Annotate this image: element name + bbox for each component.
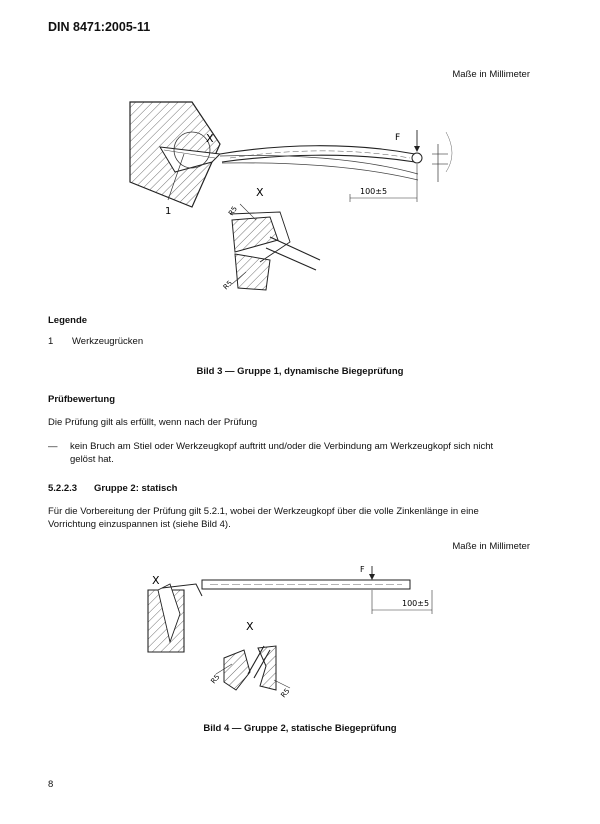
figure-3-drawing [120,92,460,302]
bullet-line-2: gelöst hat. [70,454,114,465]
figure-4-drawing [140,562,440,712]
bullet-dash: — [48,441,58,452]
section-paragraph-line-2: Vorrichtung einzuspannen ist (siehe Bild 4). [48,519,231,530]
document-id: DIN 8471:2005-11 [48,20,151,34]
fig3-label-x: X [206,132,214,145]
units-note-fig3: Maße in Millimeter [452,69,530,80]
fig4-label-f: F [360,565,365,574]
fig4-dim-r5b: R5 [279,686,292,700]
section-title: Gruppe 2: statisch [94,483,178,494]
legend-title: Legende [48,315,88,326]
figure-3-caption: Bild 3 — Gruppe 1, dynamische Biegeprüfung [196,366,404,377]
fig4-dim-100: 100±5 [402,599,430,608]
figure-4-caption: Bild 4 — Gruppe 2, statische Biegeprüfung [203,723,397,734]
fig3-dim-r5b: R5 [221,279,235,292]
legend-item-text: Werkzeugrücken [72,336,144,347]
evaluation-title: Prüfbewertung [48,394,116,405]
legend-item-number: 1 [48,336,54,347]
fig3-detail-label-x: X [256,186,264,199]
bullet-line-1: kein Bruch am Stiel oder Werkzeugkopf auftritt und/oder die Verbindung am Werkzeugkopf sich nicht [70,441,494,452]
fig4-detail-label-x: X [246,620,254,633]
fig3-label-1: 1 [165,206,172,217]
section-paragraph-line-1: Für die Vorbereitung der Prüfung gilt 5.2.1, wobei der Werkzeugkopf über die volle Zinkenlänge in eine [48,506,479,517]
evaluation-intro: Die Prüfung gilt als erfüllt, wenn nach der Prüfung [48,417,258,428]
fig3-label-f: F [395,133,401,143]
fig4-dim-r5: R5 [209,672,222,686]
fig4-label-x: X [152,574,160,587]
units-note-fig4: Maße in Millimeter [452,541,530,552]
fig3-dim-r5: R5 [227,204,239,218]
fig3-dim-100: 100±5 [360,187,388,196]
page-number: 8 [48,779,54,790]
section-number: 5.2.2.3 [48,483,78,494]
